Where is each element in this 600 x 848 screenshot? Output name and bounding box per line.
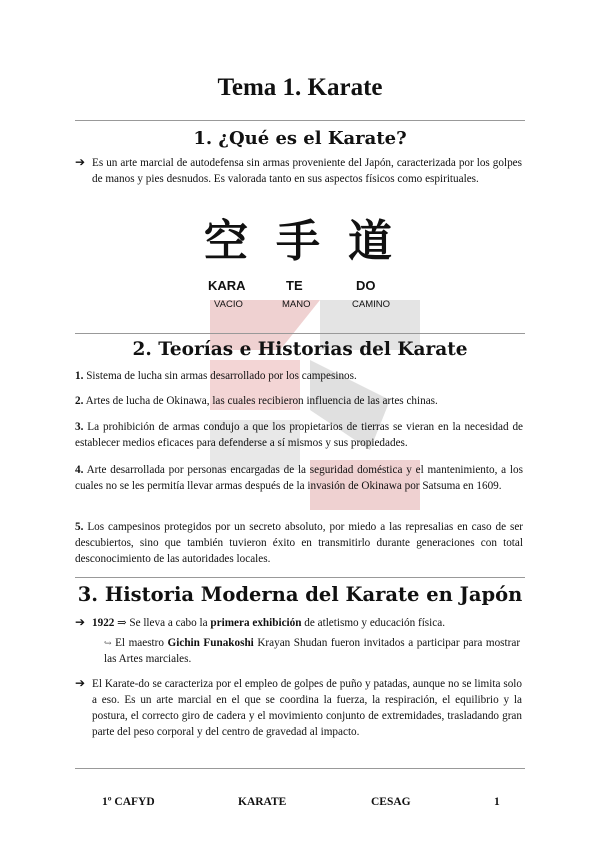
section-3-heading: 3. Historia Moderna del Karate en Japón (77, 583, 523, 606)
divider (75, 120, 525, 121)
section-2-heading: 2. Teorías e Historias del Karate (132, 339, 468, 360)
theory-item: 5. Los campesinos protegidos por un secreto absoluto, por miedo a las represalias en caso de ser descubiertos, sino que también tuvieron éxito en transmitirlo durante generaciones con total desconocimiento de las autoridades locales. (75, 521, 524, 565)
bullet-karate-do: El Karate-do se caracteriza por el empleo de golpes de puño y patadas, aunque no se limita solo a eso. Es un arte marcial en el que se coordina la fuerza, la respiración, el equilibrio y la postura, el correcto giro de cadera y el movimiento conjunto de extremidades, trasladando gran parte del peso corporal y del centro de gravedad al impacto. (92, 678, 522, 738)
romaji-te: TE (286, 278, 303, 293)
theory-item: 3. La prohibición de armas condujo a que los propietarios de tierras se vieran en la necesidad de establecer medios eficaces para defenderse a sí mismos y sus propiedades. (75, 421, 524, 449)
kanji-do: 道 (348, 216, 392, 267)
meaning-mano: MANO (282, 299, 311, 310)
theory-item: 4. Arte desarrollada por personas encargadas de la seguridad doméstica y el mantenimiento, a los cuales no se les permitía llevar armas después de la invasión de Okinawa por Satsuma en 1609. (75, 464, 523, 492)
bullet-1922: 1922 ⇒ Se lleva a cabo la primera exhibición de atletismo y educación física. (92, 617, 445, 629)
divider (75, 577, 525, 578)
page-title: Tema 1. Karate (217, 74, 383, 101)
footer-school: CESAG (371, 796, 411, 808)
meaning-camino: CAMINO (352, 299, 390, 310)
section-1-text: Es un arte marcial de autodefensa sin armas proveniente del Japón, caracterizada por los golpes de manos y pies desnudos. Es valorada tanto en sus aspectos físicos como espirituales. (92, 157, 522, 185)
divider (75, 333, 525, 334)
arrow-bullet-icon: ➔ (75, 676, 86, 690)
arrow-bullet-icon: ➔ (75, 155, 86, 169)
kanji-kara: 空 (204, 216, 248, 267)
footer-page-number: 1 (494, 796, 500, 808)
footer-subject: KARATE (238, 796, 287, 808)
section-1-heading: 1. ¿Qué es el Karate? (193, 128, 407, 149)
arrow-bullet-icon: ➔ (75, 615, 86, 629)
footer-course: 1º CAFYD (102, 796, 155, 808)
meaning-vacio: VACIO (214, 299, 243, 310)
romaji-kara: KARA (208, 278, 246, 293)
kanji-te: 手 (276, 216, 320, 267)
theory-item: 1. Sistema de lucha sin armas desarrollado por los campesinos. (75, 370, 357, 382)
sub-bullet-funakoshi: ↪ El maestro Gichin Funakoshi Krayan Shudan fueron invitados a participar para mostrar las Artes marciales. (104, 637, 521, 665)
theory-item: 2. Artes de lucha de Okinawa, las cuales recibieron influencia de las artes chinas. (75, 395, 438, 407)
romaji-do: DO (356, 278, 376, 293)
divider (75, 768, 525, 769)
hook-arrow-icon: ↪ (104, 638, 112, 648)
karate-kanji-figure (204, 205, 398, 317)
